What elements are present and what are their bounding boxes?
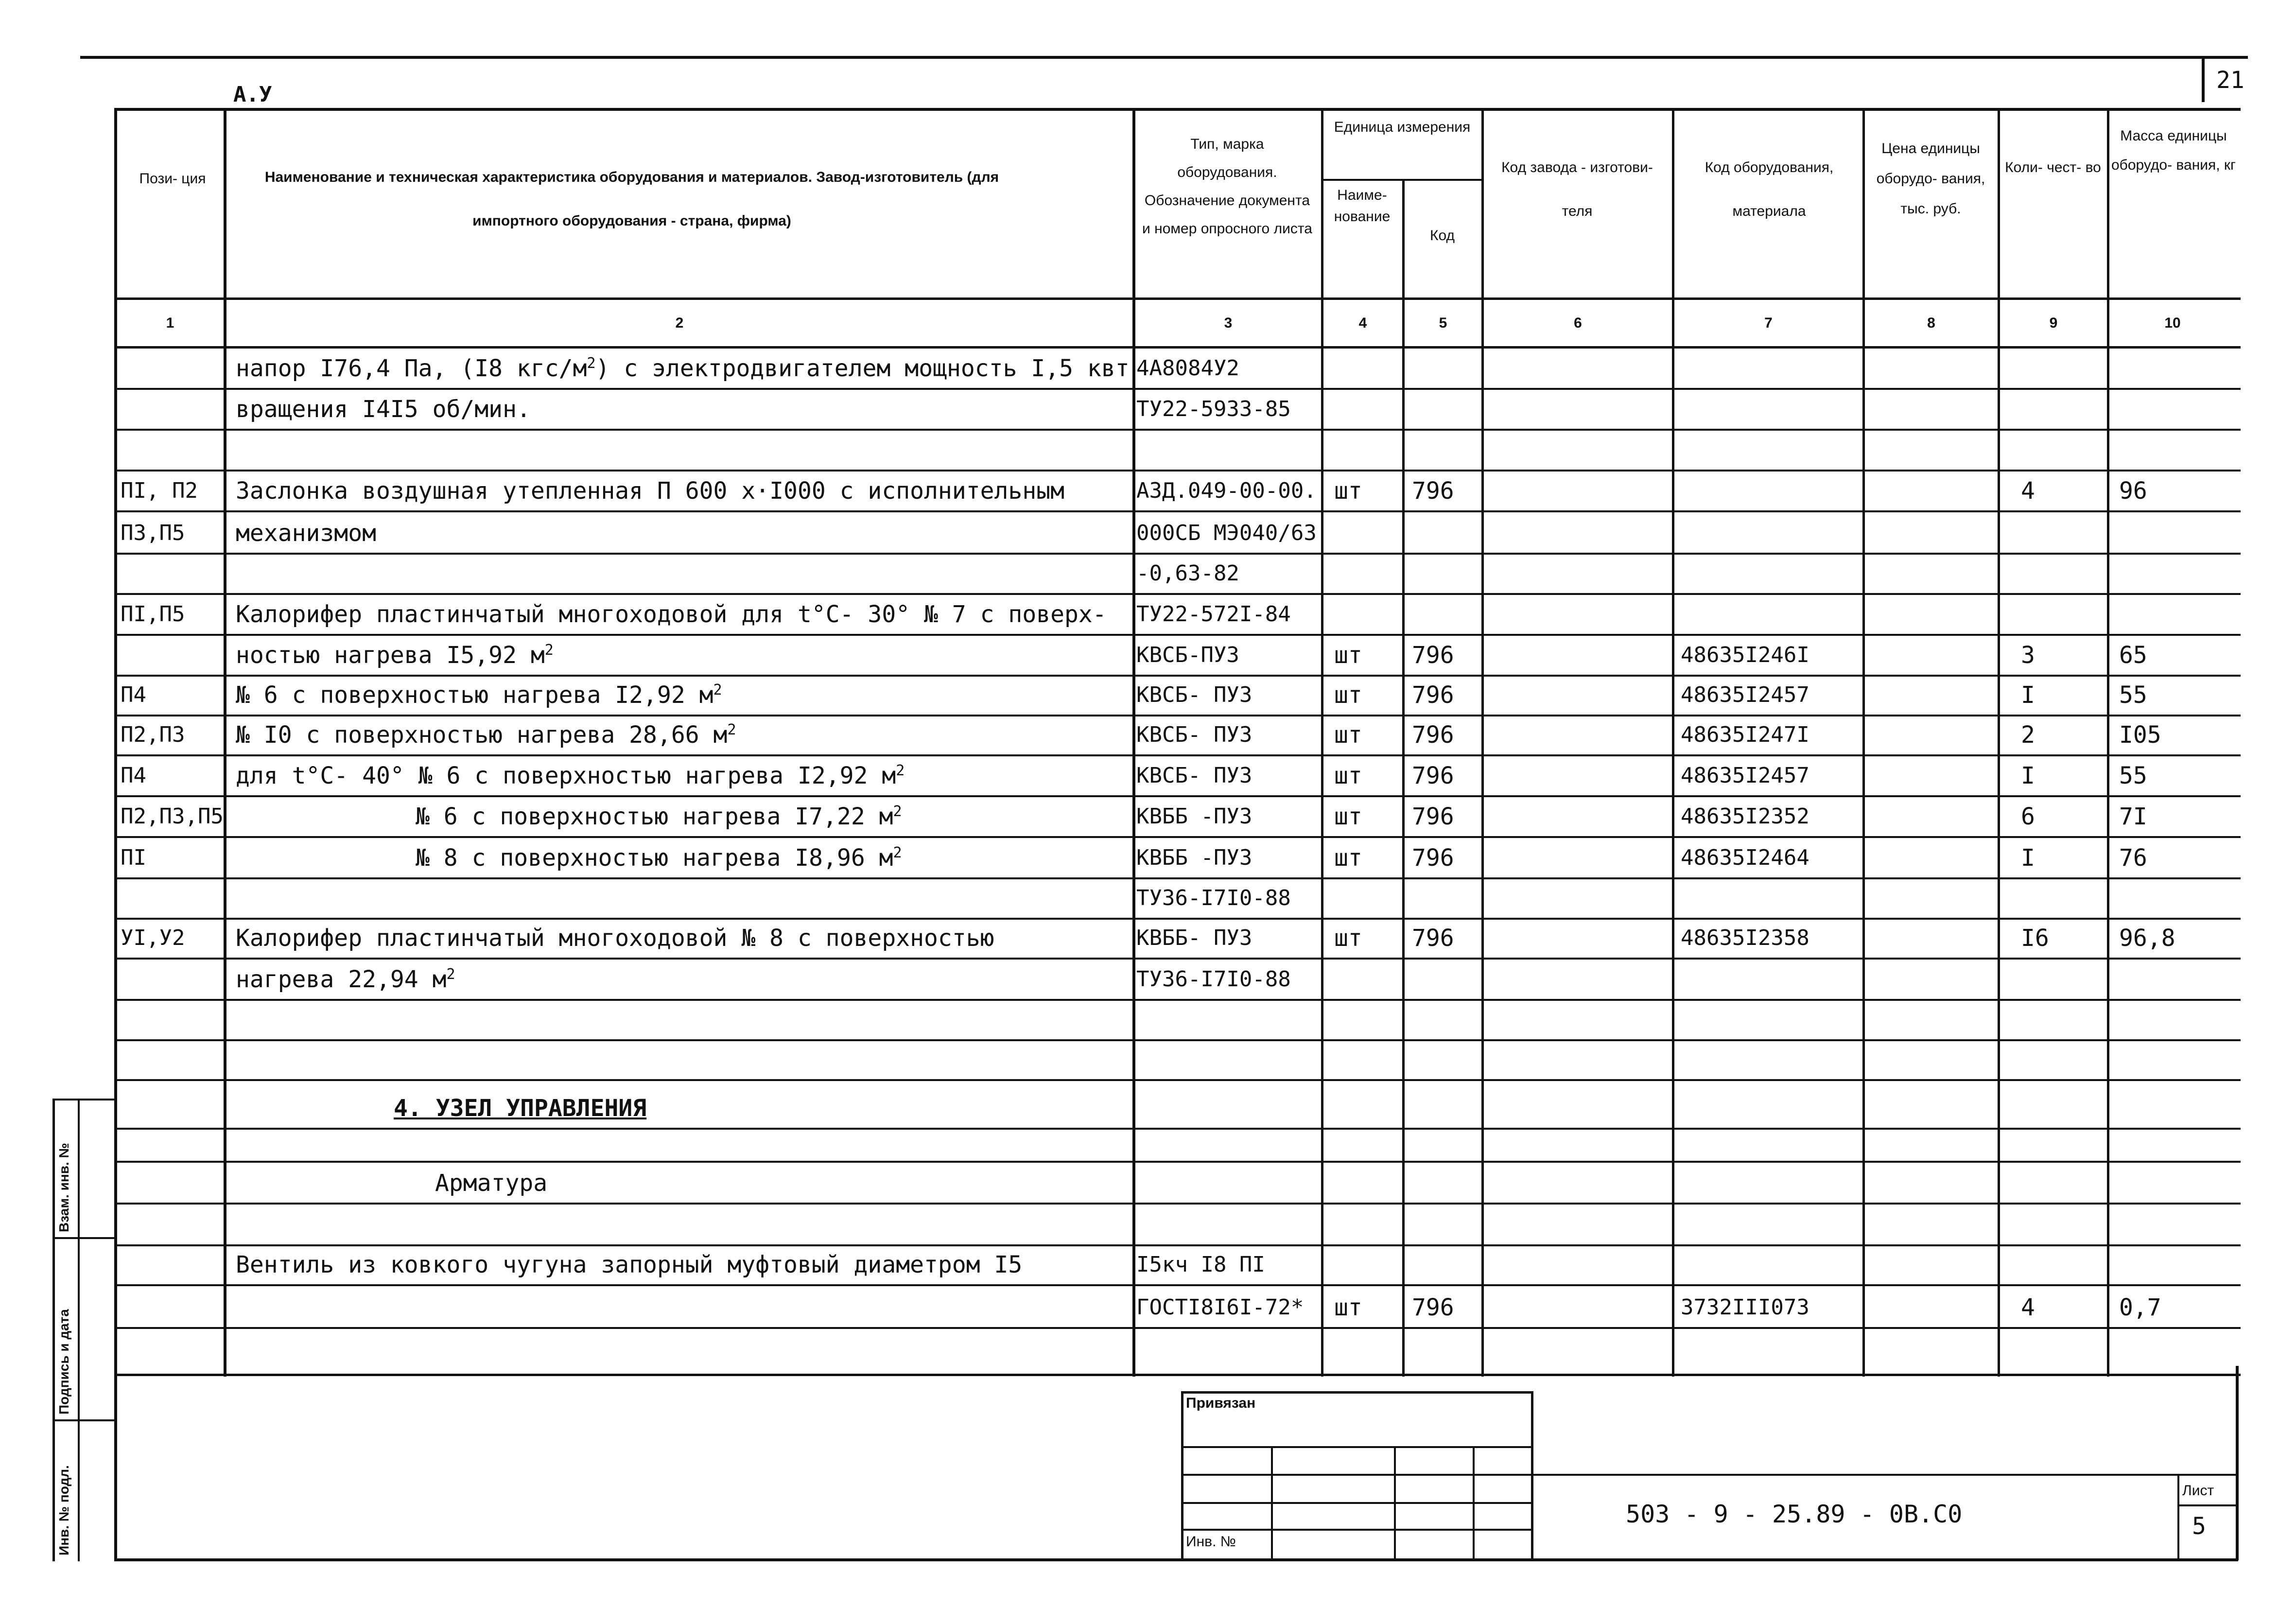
cell-mass: 65	[2119, 642, 2147, 669]
cell-unit: шт	[1334, 477, 1362, 505]
cell-type: I5кч I8 ПI	[1136, 1252, 1265, 1277]
cell-name: вращения I4I5 об/мин.	[236, 396, 531, 423]
cell-mass: 76	[2119, 844, 2147, 872]
cell-unit: шт	[1334, 762, 1362, 789]
cell-mass: 96	[2119, 477, 2147, 505]
cell-qty: 4	[2021, 1294, 2035, 1321]
cell-pos: ПI, П2	[121, 478, 198, 503]
superscript: 2	[727, 721, 736, 738]
row-separator	[114, 429, 2241, 431]
cell-name: № 6 с поверхностью нагрева I7,22 $м^2$	[416, 803, 902, 830]
cell-ucode: 796	[1412, 721, 1454, 749]
row-separator	[114, 1128, 2241, 1130]
cell-name: Вентиль из ковкого чугуна запорный муфтовый диаметром I5	[236, 1251, 1023, 1278]
row-separator	[114, 715, 2241, 716]
col-num-5: 5	[1439, 315, 1447, 331]
cell-name: № I0 с поверхностью нагрева 28,66 $м^2$	[236, 721, 736, 749]
top-label: А.У	[233, 82, 272, 107]
row-separator	[114, 754, 2241, 756]
cell-type: ТУ36-I7I0-88	[1136, 967, 1291, 992]
cell-qty: 3	[2021, 642, 2035, 669]
row-separator	[114, 1327, 2241, 1329]
superscript: 2	[893, 803, 902, 820]
row-separator	[114, 634, 2241, 636]
row-separator	[114, 1079, 2241, 1081]
row-separator	[114, 593, 2241, 595]
col-num-7: 7	[1764, 315, 1773, 331]
superscript: 2	[544, 642, 554, 659]
cell-mass: 55	[2119, 681, 2147, 709]
sheet-label: Лист	[2182, 1483, 2214, 1499]
cell-unit: шт	[1334, 1294, 1362, 1321]
cell-pos: П2,П3	[121, 722, 185, 747]
row-separator	[114, 1244, 2241, 1246]
cell-qty: 4	[2021, 477, 2035, 505]
cell-code: 3732III073	[1681, 1295, 1809, 1320]
superscript: 2	[893, 844, 902, 861]
page-number: 21	[2216, 67, 2244, 94]
cell-ucode: 796	[1412, 844, 1454, 872]
side-stamp-signature-date: Подпись и дата	[56, 1309, 71, 1415]
cell-code: 48635I2358	[1681, 926, 1809, 950]
cell-name: Арматура	[435, 1170, 548, 1197]
superscript: 2	[446, 966, 455, 983]
cell-pos: ПI,П5	[121, 602, 185, 627]
cell-name: напор I76,4 Па, (I8 кгс/$м^2$) с электродвигателем мощность I,5 квт	[236, 355, 1130, 382]
unit-header: Единица измерения	[1334, 119, 1471, 135]
row-separator	[114, 675, 2241, 677]
col-num-1: 1	[166, 315, 174, 331]
cell-mass: 7I	[2119, 803, 2147, 830]
cell-unit: шт	[1334, 844, 1362, 872]
col-header-4: Наиме- нование	[1334, 187, 1391, 225]
stamp-inv-label: Инв. №	[1186, 1534, 1236, 1550]
cell-pos: П2,П3,П5	[121, 804, 224, 829]
cell-type: КВСБ- ПУЗ	[1136, 763, 1252, 788]
col-num-8: 8	[1927, 315, 1935, 331]
row-separator	[114, 918, 2241, 920]
cell-pos: УI,У2	[121, 926, 185, 950]
row-separator	[114, 958, 2241, 960]
cell-code: 48635I2457	[1681, 763, 1809, 788]
cell-mass: 55	[2119, 762, 2147, 789]
col-header-7: Код оборудования, материала	[1705, 159, 1834, 219]
cell-code: 48635I2464	[1681, 845, 1809, 870]
superscript: 2	[713, 681, 722, 699]
cell-type: КВСБ-ПУЗ	[1136, 643, 1239, 667]
cell-pos: П4	[121, 682, 146, 707]
cell-ucode: 796	[1412, 681, 1454, 709]
cell-type: КВСБ- ПУЗ	[1136, 682, 1252, 707]
cell-type: КВСБ- ПУЗ	[1136, 722, 1252, 747]
cell-unit: шт	[1334, 803, 1362, 830]
cell-type: ТУ36-I7I0-88	[1136, 886, 1291, 910]
cell-name: нагрева 22,94 $м^2$	[236, 966, 455, 993]
cell-ucode: 796	[1412, 642, 1454, 669]
row-separator	[114, 1161, 2241, 1163]
col-header-8: Цена единицы оборудо- вания, тыс. руб.	[1876, 140, 1985, 217]
cell-code: 48635I246I	[1681, 643, 1809, 667]
cell-qty: 6	[2021, 803, 2035, 830]
cell-name: Калорифер пластинчатый многоходовой для t°С- 30° № 7 с поверх-	[236, 601, 1107, 628]
row-separator	[114, 1203, 2241, 1205]
row-separator	[114, 795, 2241, 797]
cell-name: ностью нагрева I5,92 $м^2$	[236, 642, 554, 669]
cell-name: механизмом	[236, 520, 376, 547]
side-stamp-replace-inv: Взам. инв. №	[56, 1143, 71, 1232]
cell-name: 4. УЗЕЛ УПРАВЛЕНИЯ	[394, 1095, 647, 1122]
superscript: 2	[587, 355, 596, 372]
row-separator	[114, 553, 2241, 555]
cell-type: ТУ22-5933-85	[1136, 397, 1291, 421]
cell-type: -0,63-82	[1136, 561, 1239, 586]
cell-name: для t°С- 40° № 6 с поверхностью нагрева I2,92 $м^2$	[236, 762, 905, 789]
col-num-9: 9	[2049, 315, 2058, 331]
cell-type: 4А8084У2	[1136, 356, 1239, 381]
cell-name: № 6 с поверхностью нагрева I2,92 $м^2$	[236, 681, 722, 709]
cell-unit: шт	[1334, 681, 1362, 709]
row-separator	[114, 1284, 2241, 1286]
col-num-4: 4	[1358, 315, 1367, 331]
stamp-attached-label: Привязан	[1186, 1395, 1256, 1411]
cell-name: Заслонка воздушная утепленная П 600 х·I000 с исполнительным	[236, 477, 1065, 505]
cell-code: 48635I247I	[1681, 722, 1809, 747]
document-code: 503 - 9 - 25.89 - 0В.С0	[1626, 1500, 1963, 1528]
cell-name: Калорифер пластинчатый многоходовой № 8 с поверхностью	[236, 925, 994, 952]
cell-pos: П4	[121, 763, 146, 788]
cell-type: АЗД.049-00-00.	[1136, 478, 1317, 503]
col-header-10: Масса единицы оборудо- вания, кг	[2111, 128, 2236, 173]
cell-mass: 96,8	[2119, 925, 2175, 952]
cell-unit: шт	[1334, 721, 1362, 749]
col-num-6: 6	[1574, 315, 1582, 331]
cell-code: 48635I2457	[1681, 682, 1809, 707]
cell-type: 000СБ МЭ040/63	[1136, 521, 1317, 545]
cell-ucode: 796	[1412, 477, 1454, 505]
row-separator	[114, 1039, 2241, 1041]
side-stamp-orig-inv: Инв. № подл.	[56, 1465, 71, 1555]
cell-pos: П3,П5	[121, 521, 185, 545]
col-header-1: Пози- ция	[139, 171, 206, 187]
cell-mass: I05	[2119, 721, 2161, 749]
cell-ucode: 796	[1412, 925, 1454, 952]
cell-qty: I	[2021, 844, 2035, 872]
col-num-3: 3	[1224, 315, 1233, 331]
cell-type: ТУ22-572I-84	[1136, 602, 1291, 627]
cell-qty: 2	[2021, 721, 2035, 749]
cell-ucode: 796	[1412, 803, 1454, 830]
cell-unit: шт	[1334, 925, 1362, 952]
cell-qty: I	[2021, 762, 2035, 789]
row-separator	[114, 510, 2241, 512]
col-header-6: Код завода - изготови- теля	[1501, 159, 1653, 219]
cell-pos: ПI	[121, 845, 146, 870]
name-continuation: ) с электродвигателем мощность I,5 квт	[595, 355, 1130, 382]
cell-ucode: 796	[1412, 1294, 1454, 1321]
cell-name: № 8 с поверхностью нагрева I8,96 $м^2$	[416, 844, 902, 872]
col-header-3: Тип, марка оборудования. Обозначение документа и номер опросного листа	[1142, 136, 1312, 237]
sheet-number: 5	[2192, 1513, 2206, 1540]
row-separator	[114, 877, 2241, 879]
cell-mass: 0,7	[2119, 1294, 2161, 1321]
cell-unit: шт	[1334, 642, 1362, 669]
col-header-2: Наименование и техническая характеристика оборудования и материалов. Завод-изготовитель (для импортного оборудования - страна, фирма)	[264, 169, 999, 229]
cell-type: КВББ -ПУЗ	[1136, 845, 1252, 870]
cell-ucode: 796	[1412, 762, 1454, 789]
cell-qty: I6	[2021, 925, 2049, 952]
cell-code: 48635I2352	[1681, 804, 1809, 829]
row-separator	[114, 836, 2241, 838]
col-header-5: Код	[1429, 227, 1455, 244]
row-separator	[114, 388, 2241, 390]
cell-type: КВББ- ПУЗ	[1136, 926, 1252, 950]
cell-type: КВББ -ПУЗ	[1136, 804, 1252, 829]
col-header-9: Коли- чест- во	[2005, 159, 2101, 175]
col-num-2: 2	[675, 315, 684, 331]
cell-qty: I	[2021, 681, 2035, 709]
cell-type: ГОСТI8I6I-72*	[1136, 1295, 1304, 1320]
col-num-10: 10	[2164, 315, 2181, 331]
row-separator	[114, 470, 2241, 472]
superscript: 2	[896, 762, 905, 779]
row-separator	[114, 999, 2241, 1001]
